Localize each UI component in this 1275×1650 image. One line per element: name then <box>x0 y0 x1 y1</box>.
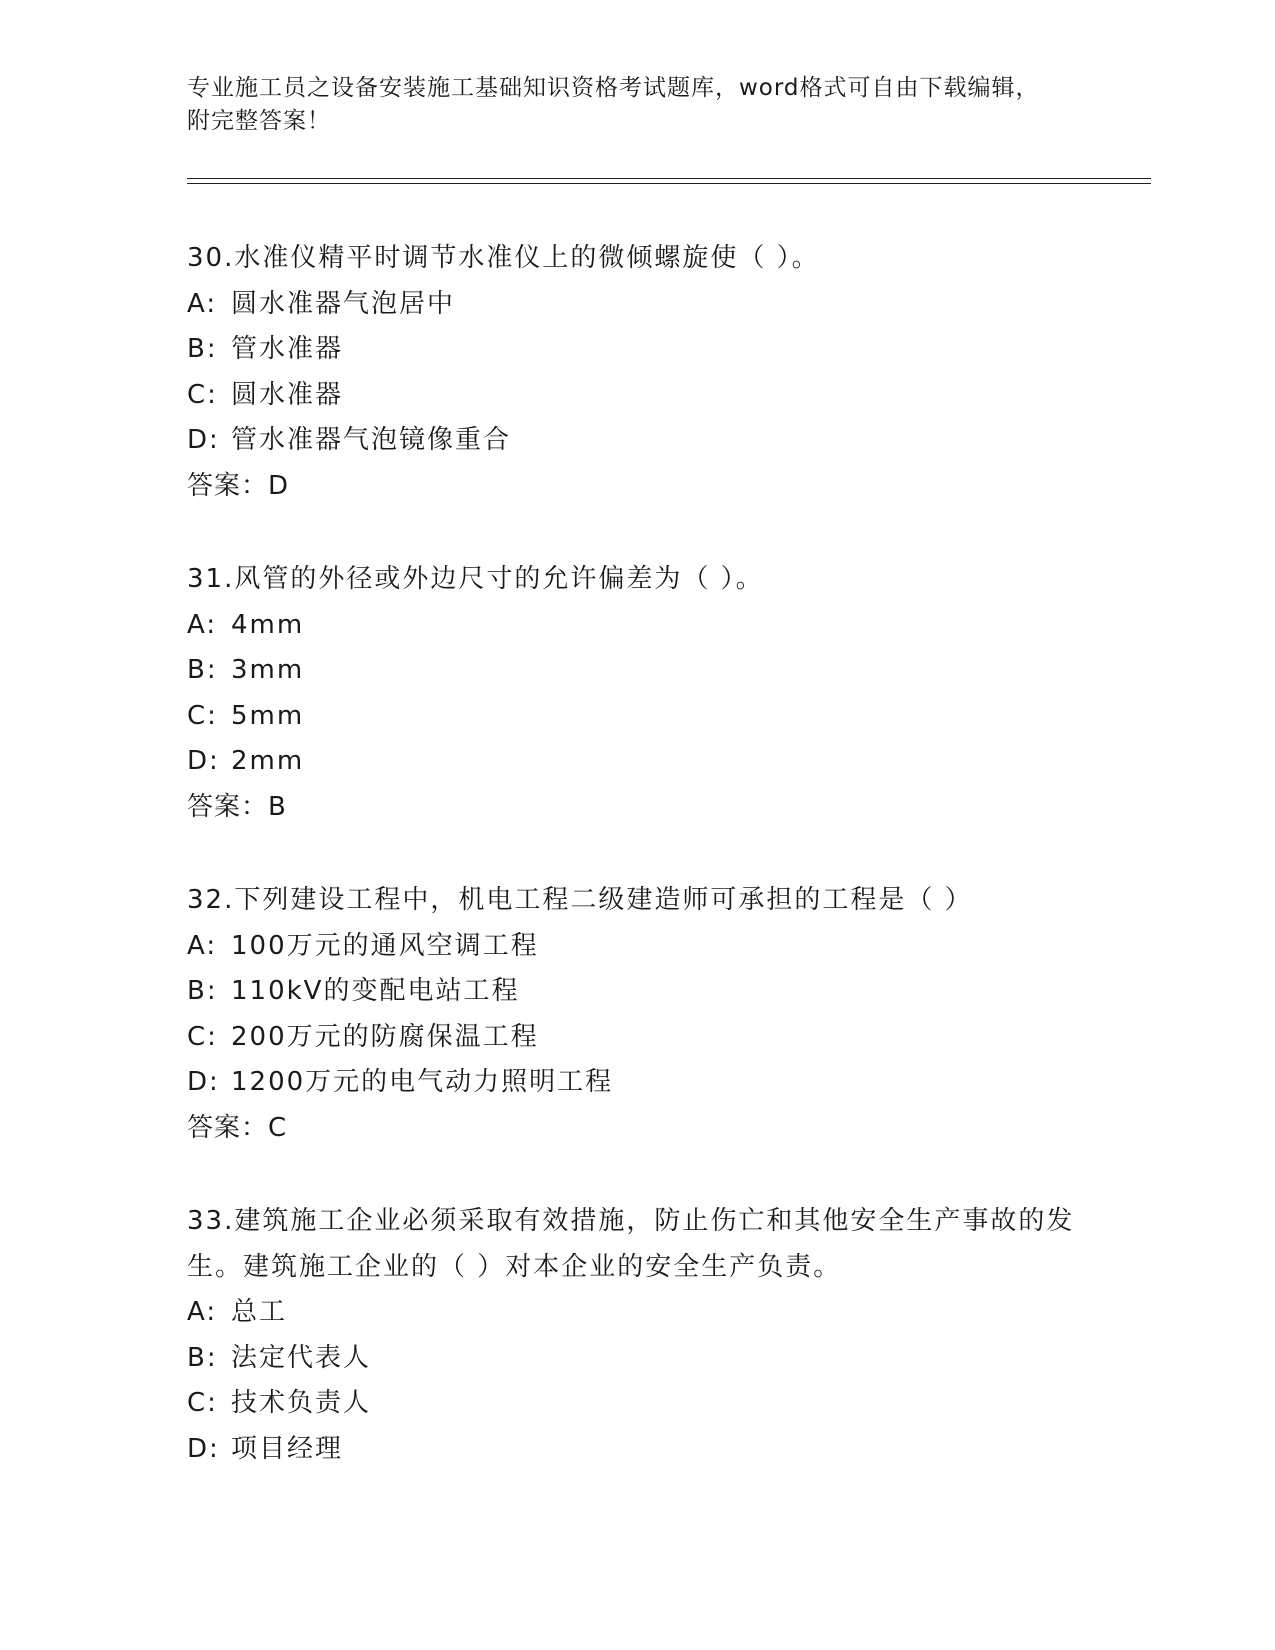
question-stem: 30.水准仪精平时调节水准仪上的微倾螺旋使（ ）。 <box>187 243 820 273</box>
option-label: B: <box>187 1342 218 1373</box>
option-label: D: <box>187 425 220 455</box>
option-text: 1200万元的电气动力照明工程 <box>231 1067 614 1097</box>
option-c <box>187 1015 1127 1061</box>
question-33 <box>187 1199 1127 1472</box>
answer-line: 答案：D <box>187 470 290 501</box>
option-text: 200万元的防腐保温工程 <box>231 1021 539 1052</box>
option-label: B: <box>187 976 218 1006</box>
option-d <box>187 1427 1127 1473</box>
option-d <box>187 1060 1127 1106</box>
option-label: B: <box>187 334 218 364</box>
option-text: 5mm <box>231 700 305 731</box>
option-label: C: <box>187 1021 218 1052</box>
option-label: C: <box>187 379 218 410</box>
option-text: 管水准器 <box>231 334 344 364</box>
option-b <box>187 1336 1127 1382</box>
answer-line: 答案：B <box>187 791 287 822</box>
option-b <box>187 969 1127 1015</box>
option-text: 圆水准器气泡居中 <box>231 288 456 319</box>
option-label: A: <box>187 1297 218 1327</box>
question-32 <box>187 878 1127 1151</box>
option-text: 4mm <box>231 609 305 640</box>
question-stem: 32.下列建设工程中，机电工程二级建造师可承担的工程是（ ） <box>187 885 973 915</box>
option-a <box>187 1290 1127 1336</box>
option-a <box>187 603 1127 649</box>
option-text: 法定代表人 <box>231 1342 372 1373</box>
option-text: 技术负责人 <box>231 1388 372 1418</box>
header-line-1: 专业施工员之设备安装施工基础知识资格考试题库，word格式可自由下载编辑， <box>187 75 1040 101</box>
header-line-2: 附完整答案！ <box>187 108 331 134</box>
answer-line: 答案：C <box>187 1112 288 1143</box>
option-label: D: <box>187 1433 220 1464</box>
document-header <box>187 72 1087 138</box>
option-label: A: <box>187 609 218 640</box>
question-list <box>187 236 1127 1520</box>
option-text: 管水准器气泡镜像重合 <box>231 425 512 455</box>
option-b <box>187 648 1127 694</box>
option-c <box>187 1381 1127 1427</box>
question-stem: 31.风管的外径或外边尺寸的允许偏差为（ ）。 <box>187 564 764 594</box>
option-label: A: <box>187 930 218 961</box>
option-a <box>187 282 1127 328</box>
option-label: C: <box>187 1388 218 1418</box>
option-label: D: <box>187 746 220 776</box>
option-text: 圆水准器 <box>231 379 344 410</box>
option-d <box>187 418 1127 464</box>
question-30 <box>187 236 1127 509</box>
option-c <box>187 694 1127 740</box>
option-text: 100万元的通风空调工程 <box>231 930 539 961</box>
option-label: A: <box>187 288 218 319</box>
option-text: 项目经理 <box>231 1433 344 1464</box>
option-text: 2mm <box>231 746 305 776</box>
header-divider-top <box>187 178 1151 179</box>
option-d <box>187 739 1127 785</box>
option-label: C: <box>187 700 218 731</box>
option-label: B: <box>187 655 218 685</box>
option-label: D: <box>187 1067 220 1097</box>
option-text: 总工 <box>231 1297 288 1327</box>
option-text: 110kV的变配电站工程 <box>231 976 520 1006</box>
option-c <box>187 373 1127 419</box>
header-divider-bottom <box>187 183 1151 184</box>
option-b <box>187 327 1127 373</box>
question-31 <box>187 557 1127 830</box>
option-text: 3mm <box>231 655 305 685</box>
question-stem: 33.建筑施工企业必须采取有效措施，防止伤亡和其他安全生产事故的发生。建筑施工企业的（ ）对本企业的安全生产负责。 <box>187 1206 1075 1282</box>
option-a <box>187 924 1127 970</box>
